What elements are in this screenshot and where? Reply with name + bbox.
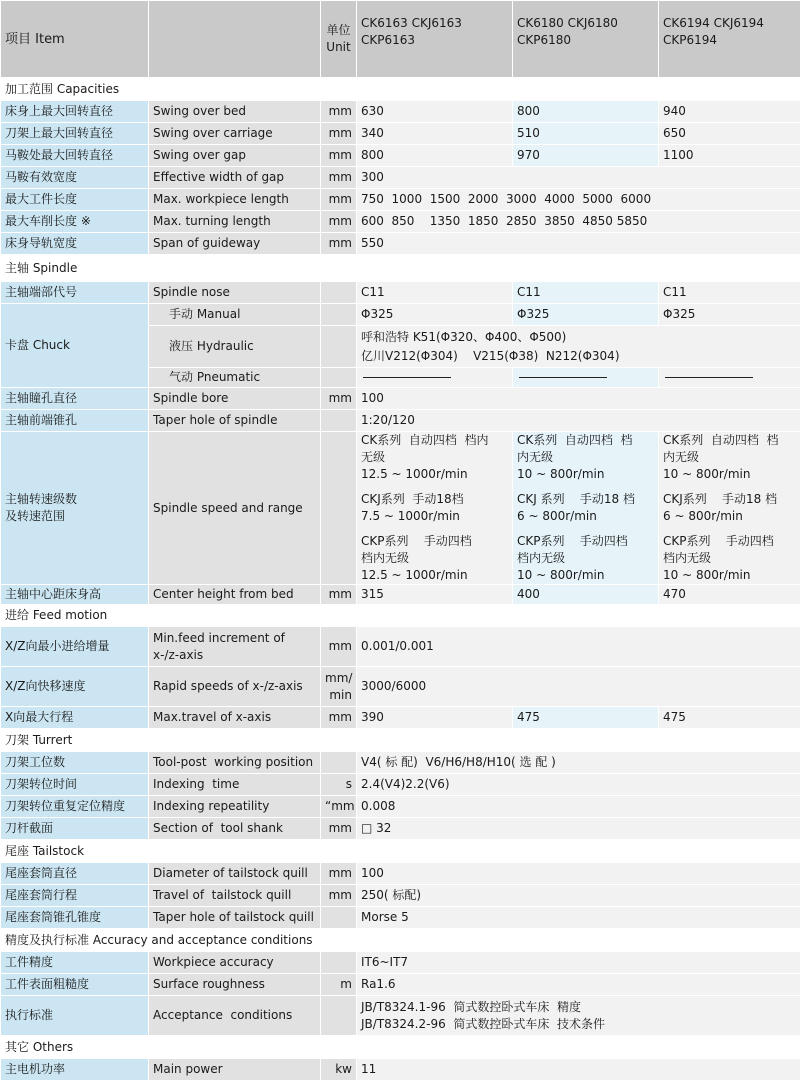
- unit-header-en: Unit: [326, 40, 351, 54]
- value-cell: 250( 标配): [357, 885, 800, 907]
- unit-cell: mm: [321, 627, 357, 667]
- speed-text: 10 ~ 800r/min: [663, 467, 751, 481]
- table-row: [1, 627, 800, 667]
- item-header: 项目 Item: [1, 1, 149, 78]
- unit-cell: mm: [321, 233, 357, 255]
- unit-cell: mm: [321, 211, 357, 233]
- value-cell: 470: [659, 585, 800, 605]
- label-cn: 最大车削长度 ※: [1, 211, 149, 233]
- table-row: [1, 974, 800, 996]
- speed-text: 10 ~ 800r/min: [517, 467, 605, 481]
- label-en: Workpiece accuracy: [149, 952, 321, 974]
- label-cn: 马鞍处最大回转直径: [1, 145, 149, 167]
- table-row: [1, 145, 800, 167]
- value-cell: Φ325: [357, 304, 513, 326]
- value-cell: 390: [357, 707, 513, 729]
- table-row: [1, 101, 800, 123]
- label-en: Acceptance conditions: [149, 996, 321, 1036]
- label-cn: 床身上最大回转直径: [1, 101, 149, 123]
- label-cn: 刀杆截面: [1, 818, 149, 840]
- model-header-6180: [513, 1, 659, 78]
- speed-text: CKP系列 手动四档: [361, 534, 472, 548]
- value-cell: 550: [357, 233, 800, 255]
- value-cell: Φ325: [513, 304, 659, 326]
- value-cell: 650: [659, 123, 800, 145]
- value-cell: IT6~IT7: [357, 952, 800, 974]
- label-cn: 工件表面粗糙度: [1, 974, 149, 996]
- table-row: [1, 707, 800, 729]
- label-en: Swing over carriage: [149, 123, 321, 145]
- label-en: [149, 627, 321, 667]
- value-cell: 600 850 1350 1850 2850 3850 4850 5850: [357, 211, 800, 233]
- unit-cell: mm: [321, 189, 357, 211]
- value-cell: Morse 5: [357, 907, 800, 929]
- label-cn: X/Z向快移速度: [1, 667, 149, 707]
- unit-cell: m: [321, 974, 357, 996]
- unit-cell: mm: [321, 388, 357, 410]
- value-cell: [357, 368, 513, 388]
- label-en: Rapid speeds of x-/z-axis: [149, 667, 321, 707]
- value-cell: 300: [357, 167, 800, 189]
- unit-cell: [321, 432, 357, 585]
- label-en: Swing over gap: [149, 145, 321, 167]
- label-cn: 刀架转位重复定位精度: [1, 796, 149, 818]
- label-cn: 主轴瞳孔直径: [1, 388, 149, 410]
- label-en: Diameter of tailstock quill: [149, 863, 321, 885]
- speed-text: CKJ系列 手动18 档: [663, 492, 778, 506]
- speed-text: 内无级: [517, 450, 554, 464]
- unit-cell: mm: [321, 863, 357, 885]
- value-cell: 750 1000 1500 2000 3000 4000 5000 6000: [357, 189, 800, 211]
- unit-cell: [321, 304, 357, 326]
- table-row: [1, 432, 800, 585]
- speed-cell: [659, 432, 800, 585]
- unit-cell: mm: [321, 167, 357, 189]
- table-row: [1, 233, 800, 255]
- unit-cell: mm: [321, 145, 357, 167]
- section-turret: [1, 729, 800, 752]
- section-title: 精度及执行标准 Accuracy and acceptance conditions: [1, 929, 800, 952]
- value-cell: C11: [513, 282, 659, 304]
- value-cell: 630: [357, 101, 513, 123]
- model-header-6163: [357, 1, 513, 78]
- value-cell: [357, 996, 800, 1036]
- label-en: Section of tool shank: [149, 818, 321, 840]
- value-cell: 475: [659, 707, 800, 729]
- table-row: [1, 211, 800, 233]
- value-cell: □ 32: [357, 818, 800, 840]
- table-row: [1, 752, 800, 774]
- table-row: [1, 282, 800, 304]
- value-cell: 970: [513, 145, 659, 167]
- value-cell: 1:20/120: [357, 410, 800, 432]
- label-cn: X向最大行程: [1, 707, 149, 729]
- unit-cell: [321, 752, 357, 774]
- value-cell: 0.001/0.001: [357, 627, 800, 667]
- standard-line1: JB/T8324.1-96 简式数控卧式车床 精度: [361, 999, 581, 1014]
- unit-header-cn: 单位: [326, 23, 351, 37]
- header-row: [1, 1, 800, 78]
- label-cn: 最大工件长度: [1, 189, 149, 211]
- unit-cell: [321, 907, 357, 929]
- unit-cell: mm: [321, 885, 357, 907]
- unit-cell: [321, 996, 357, 1036]
- label-en: Indexing repeatility: [149, 796, 321, 818]
- label-cn: 主轴端部代号: [1, 282, 149, 304]
- unit-cell: s: [321, 774, 357, 796]
- speed-text: 档内无级: [517, 551, 566, 565]
- unit-cell: [321, 368, 357, 388]
- section-spindle: [1, 255, 800, 282]
- value-cell: 800: [357, 145, 513, 167]
- model-line1: CK6194 CKJ6194: [663, 16, 764, 30]
- value-cell: 100: [357, 863, 800, 885]
- speed-text: CKJ系列 手动18档: [361, 492, 464, 506]
- unit-cell: mm: [321, 123, 357, 145]
- label-en: Max. workpiece length: [149, 189, 321, 211]
- label-cn: 尾座套筒锥孔锥度: [1, 907, 149, 929]
- rapid-unit2: min: [329, 687, 352, 702]
- value-cell: [659, 368, 800, 388]
- table-row: [1, 410, 800, 432]
- model-header-6194: [659, 1, 800, 78]
- speed-text: 7.5 ~ 1000r/min: [361, 509, 460, 523]
- label-en: Taper hole of tailstock quill: [149, 907, 321, 929]
- speed-cell: [513, 432, 659, 585]
- label-en: Spindle bore: [149, 388, 321, 410]
- label-cn: 工件精度: [1, 952, 149, 974]
- table-row: [1, 907, 800, 929]
- table-row: [1, 304, 800, 326]
- value-cell: Ra1.6: [357, 974, 800, 996]
- section-title: 进给 Feed motion: [1, 605, 800, 627]
- speed-label-cn2: 及转速范围: [5, 509, 66, 523]
- value-cell: 1100: [659, 145, 800, 167]
- label-cn: 刀架转位时间: [1, 774, 149, 796]
- speed-label-cn1: 主轴转速级数: [5, 492, 78, 506]
- table-row: [1, 585, 800, 605]
- speed-text: 档内无级: [663, 551, 712, 565]
- unit-cell: mm: [321, 707, 357, 729]
- label-en: Max.travel of x-axis: [149, 707, 321, 729]
- value-cell: 3000/6000: [357, 667, 800, 707]
- table-row: [1, 123, 800, 145]
- table-row: [1, 996, 800, 1036]
- label-en: Max. turning length: [149, 211, 321, 233]
- value-cell: 340: [357, 123, 513, 145]
- speed-text: 10 ~ 800r/min: [663, 568, 751, 582]
- value-cell: 475: [513, 707, 659, 729]
- table-row: [1, 863, 800, 885]
- label-cn: 刀架上最大回转直径: [1, 123, 149, 145]
- value-cell: 315: [357, 585, 513, 605]
- label-cn: 尾座套筒行程: [1, 885, 149, 907]
- table-row: [1, 885, 800, 907]
- label-en: Effective width of gap: [149, 167, 321, 189]
- label-cn: X/Z向最小进给增量: [1, 627, 149, 667]
- value-cell: 0.008: [357, 796, 800, 818]
- section-accuracy: [1, 929, 800, 952]
- label-cn: 主轴中心距床身高: [1, 585, 149, 605]
- speed-text: CKP系列 手动四档: [517, 534, 628, 548]
- unit-cell: [321, 410, 357, 432]
- unit-cell: [321, 282, 357, 304]
- value-cell: C11: [659, 282, 800, 304]
- speed-text: 10 ~ 800r/min: [517, 568, 605, 582]
- label-en: Span of guideway: [149, 233, 321, 255]
- value-cell: Φ325: [659, 304, 800, 326]
- speed-text: 6 ~ 800r/min: [517, 509, 597, 523]
- hydraulic-line2: 亿川V212(Φ304) V215(Φ38) N212(Φ304): [361, 348, 620, 363]
- label-cn: 卡盘 Chuck: [1, 304, 149, 388]
- label-cn: 执行标准: [1, 996, 149, 1036]
- label-en: 液压 Hydraulic: [149, 326, 321, 368]
- value-cell: 400: [513, 585, 659, 605]
- section-title: 刀架 Turrert: [1, 729, 800, 752]
- label-en: 气动 Pneumatic: [149, 368, 321, 388]
- value-cell: 940: [659, 101, 800, 123]
- speed-text: CK系列 自动四档 档: [663, 433, 779, 447]
- label-en: Swing over bed: [149, 101, 321, 123]
- table-row: [1, 1059, 800, 1081]
- label-en: Center height from bed: [149, 585, 321, 605]
- label-en: Indexing time: [149, 774, 321, 796]
- speed-cell: [357, 432, 513, 585]
- table-row: [1, 189, 800, 211]
- blank-header: [149, 1, 321, 78]
- label-en: Spindle speed and range: [149, 432, 321, 585]
- value-cell: C11: [357, 282, 513, 304]
- label-en: Main power: [149, 1059, 321, 1081]
- label-cn: 主轴前端锥孔: [1, 410, 149, 432]
- unit-cell: “mm: [321, 796, 357, 818]
- min-feed-en1: Min.feed increment of: [153, 630, 285, 645]
- value-cell: [357, 326, 800, 368]
- hydraulic-line1: 呼和浩特 K51(Φ320、Φ400、Φ500): [361, 329, 567, 344]
- label-cn: 床身导轨宽度: [1, 233, 149, 255]
- dash-line: [519, 377, 607, 378]
- standard-line2: JB/T8324.2-96 简式数控卧式车床 技术条件: [361, 1016, 605, 1031]
- model-line2: CKP6180: [517, 33, 572, 47]
- value-cell: [513, 368, 659, 388]
- dash-line: [665, 377, 753, 378]
- value-cell: 800: [513, 101, 659, 123]
- unit-cell: mm: [321, 101, 357, 123]
- unit-cell: mm: [321, 818, 357, 840]
- table-row: [1, 818, 800, 840]
- value-cell: 510: [513, 123, 659, 145]
- dash-line: [363, 377, 451, 378]
- section-feed: [1, 605, 800, 627]
- table-row: [1, 952, 800, 974]
- value-cell: 11: [357, 1059, 800, 1081]
- label-cn: 马鞍有效宽度: [1, 167, 149, 189]
- label-cn: 主电机功率: [1, 1059, 149, 1081]
- unit-header: [321, 1, 357, 78]
- speed-text: 无级: [361, 450, 386, 464]
- value-cell: V4( 标 配) V6/H6/H8/H10( 选 配 ): [357, 752, 800, 774]
- table-row: [1, 796, 800, 818]
- label-en: Taper hole of spindle: [149, 410, 321, 432]
- label-cn: [1, 432, 149, 585]
- section-title: 加工范围 Capacities: [1, 78, 800, 101]
- section-title: 主轴 Spindle: [1, 255, 800, 282]
- speed-text: 12.5 ~ 1000r/min: [361, 467, 468, 481]
- section-others: [1, 1036, 800, 1059]
- speed-text: 6 ~ 800r/min: [663, 509, 743, 523]
- speed-text: CK系列 自动四档 档内: [361, 433, 489, 447]
- label-en: Travel of tailstock quill: [149, 885, 321, 907]
- speed-text: 档内无级: [361, 551, 410, 565]
- value-cell: 2.4(V4)2.2(V6): [357, 774, 800, 796]
- section-tailstock: [1, 840, 800, 863]
- unit-cell: kw: [321, 1059, 357, 1081]
- speed-text: 12.5 ~ 1000r/min: [361, 568, 468, 582]
- label-en: Tool-post working position: [149, 752, 321, 774]
- label-cn: 刀架工位数: [1, 752, 149, 774]
- model-line1: CK6163 CKJ6163: [361, 16, 462, 30]
- section-capacities: [1, 78, 800, 101]
- model-line1: CK6180 CKJ6180: [517, 16, 618, 30]
- speed-text: CK系列 自动四档 档: [517, 433, 633, 447]
- unit-cell: mm: [321, 585, 357, 605]
- label-en: Surface roughness: [149, 974, 321, 996]
- section-title: 尾座 Tailstock: [1, 840, 800, 863]
- unit-cell: [321, 952, 357, 974]
- label-en: Spindle nose: [149, 282, 321, 304]
- speed-text: 内无级: [663, 450, 700, 464]
- table-row: [1, 774, 800, 796]
- speed-text: CKJ 系列 手动18 档: [517, 492, 635, 506]
- value-cell: 100: [357, 388, 800, 410]
- speed-text: CKP系列 手动四档: [663, 534, 774, 548]
- model-line2: CKP6163: [361, 33, 416, 47]
- rapid-unit1: mm/: [325, 670, 353, 685]
- table-row: [1, 388, 800, 410]
- min-feed-en2: x-/z-axis: [153, 647, 204, 662]
- label-en: 手动 Manual: [149, 304, 321, 326]
- unit-cell: [321, 667, 357, 707]
- section-title: 其它 Others: [1, 1036, 800, 1059]
- unit-cell: [321, 326, 357, 368]
- model-line2: CKP6194: [663, 33, 718, 47]
- label-cn: 尾座套筒直径: [1, 863, 149, 885]
- table-row: [1, 167, 800, 189]
- table-row: [1, 667, 800, 707]
